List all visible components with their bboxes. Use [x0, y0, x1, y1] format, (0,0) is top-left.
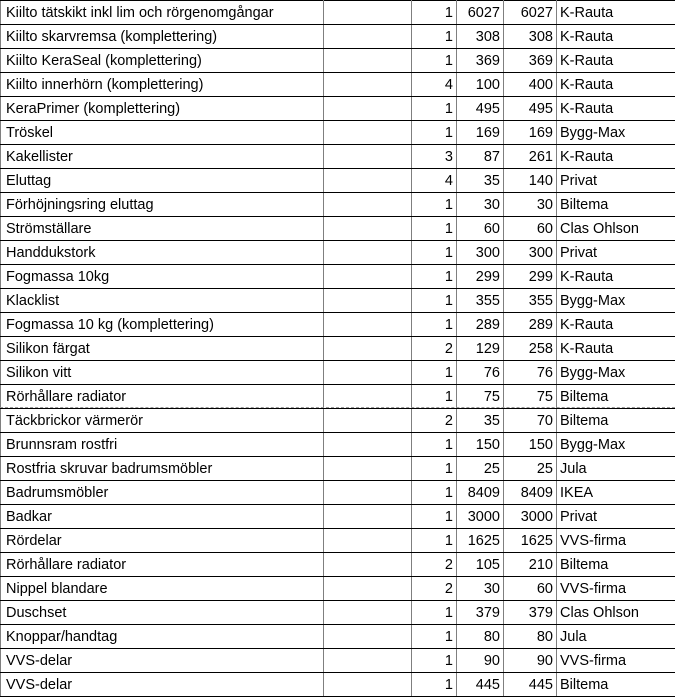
cell-unit-price[interactable]: 379	[457, 601, 504, 625]
cell-sum[interactable]: 3000	[504, 505, 557, 529]
cell-unit-price[interactable]: 8409	[457, 481, 504, 505]
table-row[interactable]	[1, 169, 675, 193]
cell-quantity[interactable]: 2	[412, 337, 457, 361]
table-row[interactable]	[1, 145, 675, 169]
cell-unit-price[interactable]: 35	[457, 409, 504, 433]
cell-blank[interactable]	[324, 577, 412, 601]
cell-vendor[interactable]: Bygg-Max	[557, 433, 675, 457]
cell-unit-price[interactable]: 60	[457, 217, 504, 241]
cell-item-name[interactable]: Förhöjningsring eluttag	[1, 193, 324, 217]
table-row[interactable]	[1, 217, 675, 241]
cell-blank[interactable]	[324, 97, 412, 121]
cell-vendor[interactable]: Privat	[557, 241, 675, 265]
cell-quantity[interactable]: 1	[412, 313, 457, 337]
cell-blank[interactable]	[324, 1, 412, 25]
cell-item-name[interactable]: Knoppar/handtag	[1, 625, 324, 649]
cell-sum[interactable]: 379	[504, 601, 557, 625]
cell-vendor[interactable]: K-Rauta	[557, 97, 675, 121]
cell-blank[interactable]	[324, 505, 412, 529]
cell-blank[interactable]	[324, 409, 412, 433]
cell-unit-price[interactable]: 299	[457, 265, 504, 289]
cell-quantity[interactable]: 1	[412, 49, 457, 73]
table-row[interactable]	[1, 289, 675, 313]
cell-unit-price[interactable]: 355	[457, 289, 504, 313]
cell-blank[interactable]	[324, 649, 412, 673]
cell-item-name[interactable]: Duschset	[1, 601, 324, 625]
cell-sum[interactable]: 6027	[504, 1, 557, 25]
cell-quantity[interactable]: 1	[412, 433, 457, 457]
table-row[interactable]	[1, 265, 675, 289]
cell-item-name[interactable]: Badkar	[1, 505, 324, 529]
table-row[interactable]	[1, 193, 675, 217]
cell-unit-price[interactable]: 100	[457, 73, 504, 97]
cell-sum[interactable]: 25	[504, 457, 557, 481]
cell-vendor[interactable]: IKEA	[557, 481, 675, 505]
cell-item-name[interactable]: Fogmassa 10kg	[1, 265, 324, 289]
cell-vendor[interactable]: K-Rauta	[557, 313, 675, 337]
cell-quantity[interactable]: 1	[412, 361, 457, 385]
cell-quantity[interactable]: 1	[412, 241, 457, 265]
table-row[interactable]	[1, 433, 675, 457]
table-row[interactable]	[1, 385, 675, 409]
cell-item-name[interactable]: VVS-delar	[1, 649, 324, 673]
cell-blank[interactable]	[324, 673, 412, 697]
cell-unit-price[interactable]: 150	[457, 433, 504, 457]
cell-unit-price[interactable]: 445	[457, 673, 504, 697]
cell-sum[interactable]: 300	[504, 241, 557, 265]
cell-vendor[interactable]: K-Rauta	[557, 25, 675, 49]
cell-item-name[interactable]: Kakellister	[1, 145, 324, 169]
cell-quantity[interactable]: 1	[412, 25, 457, 49]
cell-item-name[interactable]: Rördelar	[1, 529, 324, 553]
table-row[interactable]	[1, 1, 675, 25]
cell-vendor[interactable]: K-Rauta	[557, 49, 675, 73]
cell-unit-price[interactable]: 80	[457, 625, 504, 649]
table-row[interactable]	[1, 409, 675, 433]
cell-unit-price[interactable]: 3000	[457, 505, 504, 529]
cell-unit-price[interactable]: 30	[457, 193, 504, 217]
cell-unit-price[interactable]: 35	[457, 169, 504, 193]
cell-quantity[interactable]: 1	[412, 265, 457, 289]
cell-item-name[interactable]: Silikon färgat	[1, 337, 324, 361]
cell-quantity[interactable]: 1	[412, 529, 457, 553]
cell-item-name[interactable]: Strömställare	[1, 217, 324, 241]
cell-sum[interactable]: 445	[504, 673, 557, 697]
cell-blank[interactable]	[324, 601, 412, 625]
table-row[interactable]	[1, 481, 675, 505]
cell-quantity[interactable]: 2	[412, 553, 457, 577]
table-row[interactable]	[1, 241, 675, 265]
cell-unit-price[interactable]: 30	[457, 577, 504, 601]
cell-item-name[interactable]: Kiilto skarvremsa (komplettering)	[1, 25, 324, 49]
cell-quantity[interactable]: 3	[412, 145, 457, 169]
cell-sum[interactable]: 210	[504, 553, 557, 577]
cell-unit-price[interactable]: 25	[457, 457, 504, 481]
cell-blank[interactable]	[324, 25, 412, 49]
cell-item-name[interactable]: Badrumsmöbler	[1, 481, 324, 505]
cell-sum[interactable]: 261	[504, 145, 557, 169]
table-row[interactable]	[1, 313, 675, 337]
cell-quantity[interactable]: 1	[412, 193, 457, 217]
cell-vendor[interactable]: VVS-firma	[557, 577, 675, 601]
cell-vendor[interactable]: Bygg-Max	[557, 361, 675, 385]
cell-unit-price[interactable]: 75	[457, 385, 504, 409]
cell-item-name[interactable]: Nippel blandare	[1, 577, 324, 601]
table-row[interactable]	[1, 73, 675, 97]
cell-vendor[interactable]: Jula	[557, 625, 675, 649]
cell-unit-price[interactable]: 289	[457, 313, 504, 337]
cell-quantity[interactable]: 1	[412, 97, 457, 121]
cell-blank[interactable]	[324, 193, 412, 217]
cell-sum[interactable]: 169	[504, 121, 557, 145]
cell-vendor[interactable]: K-Rauta	[557, 73, 675, 97]
cell-blank[interactable]	[324, 529, 412, 553]
cell-item-name[interactable]: VVS-delar	[1, 673, 324, 697]
cell-item-name[interactable]: Rostfria skruvar badrumsmöbler	[1, 457, 324, 481]
cell-quantity[interactable]: 1	[412, 481, 457, 505]
cell-item-name[interactable]: Fogmassa 10 kg (komplettering)	[1, 313, 324, 337]
cell-blank[interactable]	[324, 217, 412, 241]
cell-blank[interactable]	[324, 361, 412, 385]
cell-quantity[interactable]: 1	[412, 505, 457, 529]
cell-sum[interactable]: 289	[504, 313, 557, 337]
cell-blank[interactable]	[324, 73, 412, 97]
cell-blank[interactable]	[324, 289, 412, 313]
cell-sum[interactable]: 70	[504, 409, 557, 433]
cell-item-name[interactable]: Kiilto KeraSeal (komplettering)	[1, 49, 324, 73]
table-row[interactable]	[1, 97, 675, 121]
cell-sum[interactable]: 400	[504, 73, 557, 97]
table-row[interactable]	[1, 505, 675, 529]
cell-vendor[interactable]: Clas Ohlson	[557, 601, 675, 625]
table-row[interactable]	[1, 337, 675, 361]
cell-vendor[interactable]: Privat	[557, 505, 675, 529]
table-row[interactable]	[1, 25, 675, 49]
cell-sum[interactable]: 30	[504, 193, 557, 217]
cell-sum[interactable]: 355	[504, 289, 557, 313]
cell-item-name[interactable]: Handdukstork	[1, 241, 324, 265]
table-row[interactable]	[1, 529, 675, 553]
cell-unit-price[interactable]: 6027	[457, 1, 504, 25]
cell-unit-price[interactable]: 105	[457, 553, 504, 577]
cell-unit-price[interactable]: 90	[457, 649, 504, 673]
cell-vendor[interactable]: Jula	[557, 457, 675, 481]
cell-sum[interactable]: 258	[504, 337, 557, 361]
cell-quantity[interactable]: 1	[412, 385, 457, 409]
cell-vendor[interactable]: Biltema	[557, 673, 675, 697]
table-row[interactable]	[1, 361, 675, 385]
cell-sum[interactable]: 140	[504, 169, 557, 193]
cell-item-name[interactable]: Kiilto innerhörn (komplettering)	[1, 73, 324, 97]
cell-vendor[interactable]: Bygg-Max	[557, 289, 675, 313]
cell-vendor[interactable]: Biltema	[557, 553, 675, 577]
cell-blank[interactable]	[324, 553, 412, 577]
table-row[interactable]	[1, 625, 675, 649]
cell-vendor[interactable]: K-Rauta	[557, 145, 675, 169]
cell-blank[interactable]	[324, 385, 412, 409]
cell-sum[interactable]: 76	[504, 361, 557, 385]
cell-item-name[interactable]: Tröskel	[1, 121, 324, 145]
cell-quantity[interactable]: 1	[412, 457, 457, 481]
cell-unit-price[interactable]: 369	[457, 49, 504, 73]
cell-unit-price[interactable]: 495	[457, 97, 504, 121]
cell-item-name[interactable]: Rörhållare radiator	[1, 553, 324, 577]
cell-blank[interactable]	[324, 49, 412, 73]
cell-vendor[interactable]: Bygg-Max	[557, 121, 675, 145]
cell-quantity[interactable]: 1	[412, 625, 457, 649]
cell-vendor[interactable]: K-Rauta	[557, 265, 675, 289]
cell-blank[interactable]	[324, 145, 412, 169]
table-body	[1, 1, 675, 697]
cell-sum[interactable]: 299	[504, 265, 557, 289]
cell-blank[interactable]	[324, 457, 412, 481]
cell-blank[interactable]	[324, 433, 412, 457]
cell-blank[interactable]	[324, 169, 412, 193]
table-row[interactable]	[1, 601, 675, 625]
cell-item-name[interactable]: Eluttag	[1, 169, 324, 193]
cell-sum[interactable]: 369	[504, 49, 557, 73]
table-row[interactable]	[1, 673, 675, 697]
cell-quantity[interactable]: 1	[412, 601, 457, 625]
cell-unit-price[interactable]: 308	[457, 25, 504, 49]
cell-item-name[interactable]: Silikon vitt	[1, 361, 324, 385]
cell-unit-price[interactable]: 169	[457, 121, 504, 145]
cell-blank[interactable]	[324, 337, 412, 361]
cell-sum[interactable]: 495	[504, 97, 557, 121]
cell-blank[interactable]	[324, 241, 412, 265]
cell-sum[interactable]: 60	[504, 217, 557, 241]
cell-sum[interactable]: 8409	[504, 481, 557, 505]
table-row[interactable]	[1, 553, 675, 577]
cell-sum[interactable]: 308	[504, 25, 557, 49]
cell-quantity[interactable]: 4	[412, 73, 457, 97]
table-row[interactable]	[1, 457, 675, 481]
table-row[interactable]	[1, 49, 675, 73]
cell-quantity[interactable]: 2	[412, 577, 457, 601]
cell-unit-price[interactable]: 87	[457, 145, 504, 169]
cell-sum[interactable]: 150	[504, 433, 557, 457]
cell-item-name[interactable]: KeraPrimer (komplettering)	[1, 97, 324, 121]
cell-quantity[interactable]: 1	[412, 649, 457, 673]
cell-sum[interactable]: 80	[504, 625, 557, 649]
cell-blank[interactable]	[324, 313, 412, 337]
cell-vendor[interactable]: VVS-firma	[557, 649, 675, 673]
cell-item-name[interactable]: Klacklist	[1, 289, 324, 313]
cell-vendor[interactable]: Privat	[557, 169, 675, 193]
cell-blank[interactable]	[324, 625, 412, 649]
cell-item-name[interactable]: Rörhållare radiator	[1, 385, 324, 409]
cell-sum[interactable]: 60	[504, 577, 557, 601]
cell-quantity[interactable]: 4	[412, 169, 457, 193]
cell-vendor[interactable]: K-Rauta	[557, 1, 675, 25]
cell-vendor[interactable]: Biltema	[557, 385, 675, 409]
cell-sum[interactable]: 90	[504, 649, 557, 673]
cell-blank[interactable]	[324, 121, 412, 145]
cell-vendor[interactable]: VVS-firma	[557, 529, 675, 553]
cell-vendor[interactable]: Clas Ohlson	[557, 217, 675, 241]
cell-item-name[interactable]: Täckbrickor värmerör	[1, 409, 324, 433]
cell-vendor[interactable]: K-Rauta	[557, 337, 675, 361]
cell-item-name[interactable]: Kiilto tätskikt inkl lim och rörgenomgångar	[1, 1, 324, 25]
cell-blank[interactable]	[324, 481, 412, 505]
table-row[interactable]	[1, 649, 675, 673]
cell-unit-price[interactable]: 129	[457, 337, 504, 361]
cell-blank[interactable]	[324, 265, 412, 289]
cell-quantity[interactable]: 1	[412, 1, 457, 25]
cell-quantity[interactable]: 1	[412, 673, 457, 697]
cell-sum[interactable]: 1625	[504, 529, 557, 553]
cell-quantity[interactable]: 1	[412, 217, 457, 241]
cell-vendor[interactable]: Biltema	[557, 409, 675, 433]
cell-sum[interactable]: 75	[504, 385, 557, 409]
cell-quantity[interactable]: 1	[412, 289, 457, 313]
cell-unit-price[interactable]: 300	[457, 241, 504, 265]
cell-item-name[interactable]: Brunnsram rostfri	[1, 433, 324, 457]
table-row[interactable]	[1, 577, 675, 601]
cell-unit-price[interactable]: 76	[457, 361, 504, 385]
cell-vendor[interactable]: Biltema	[557, 193, 675, 217]
cell-quantity[interactable]: 2	[412, 409, 457, 433]
cell-unit-price[interactable]: 1625	[457, 529, 504, 553]
table-row[interactable]	[1, 121, 675, 145]
cell-quantity[interactable]: 1	[412, 121, 457, 145]
